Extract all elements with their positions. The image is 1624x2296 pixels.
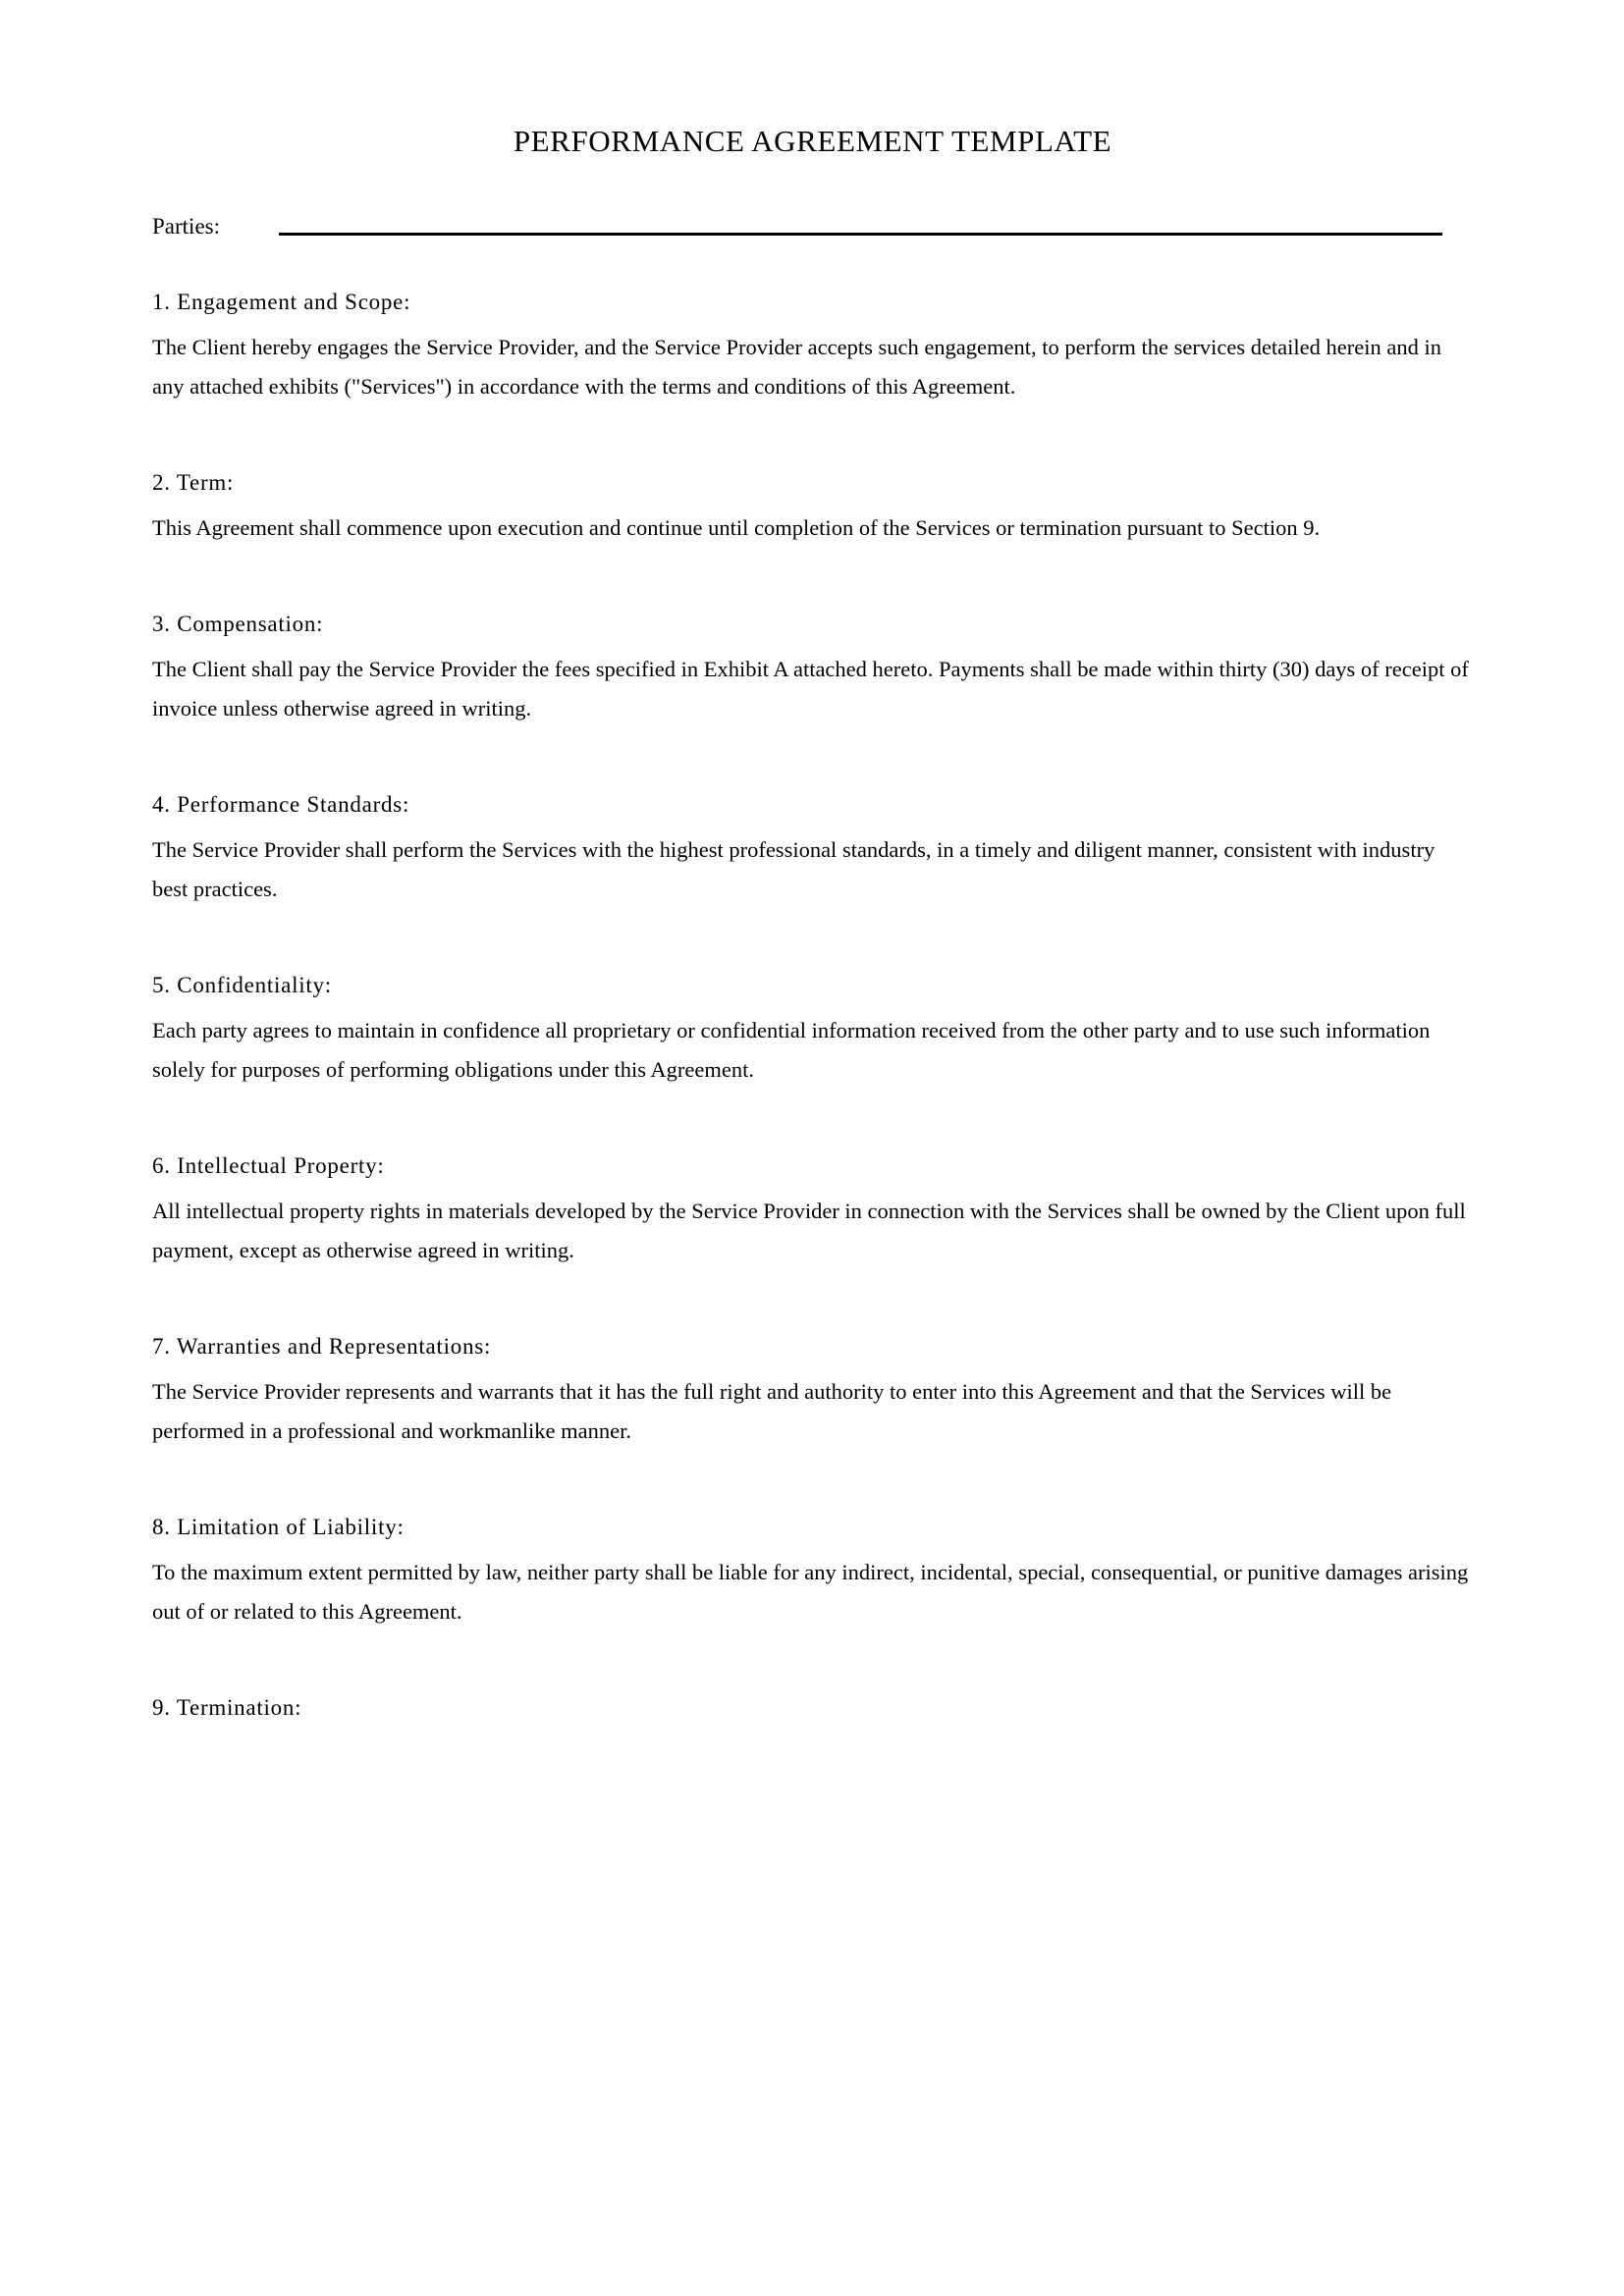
parties-row: [152, 210, 1473, 243]
section-heading: 3. Compensation:: [152, 612, 324, 636]
parties-label: Parties:: [152, 214, 220, 239]
section-heading: 6. Intellectual Property:: [152, 1153, 385, 1178]
page-title: PERFORMANCE AGREEMENT TEMPLATE: [513, 124, 1112, 158]
section-body: This Agreement shall commence upon execution and continue until completion of the Services or termination pursuant to Section 9.: [152, 515, 1321, 540]
document-section: [152, 287, 1473, 406]
section-heading: 7. Warranties and Representations:: [152, 1334, 492, 1359]
section-heading: 4. Performance Standards:: [152, 792, 410, 817]
document-section: [152, 1692, 1473, 1724]
section-body: To the maximum extent permitted by law, neither party shall be liable for any indirect, incidental, special, consequential, or punitive damages arising out of or related to this Agreement.: [152, 1560, 1469, 1624]
parties-fill-in-rule[interactable]: [279, 233, 1442, 236]
section-body: The Service Provider shall perform the Services with the highest professional standards, in a timely and diligent manner, consistent with industry best practices.: [152, 837, 1435, 901]
section-heading: 1. Engagement and Scope:: [152, 290, 411, 314]
document-content: [152, 0, 1473, 1734]
document-section: [152, 789, 1473, 909]
section-body: The Service Provider represents and warrants that it has the full right and authority to enter into this Agreement and that the Services will be performed in a professional and workmanlike manner.: [152, 1379, 1392, 1443]
document-section: [152, 1331, 1473, 1451]
document-section: [152, 1512, 1473, 1631]
document-section: [152, 1150, 1473, 1270]
section-body: Each party agrees to maintain in confidence all proprietary or confidential information received from the other party and to use such information solely for purposes of performing obligations under this Agreement.: [152, 1018, 1431, 1082]
section-heading: 2. Term:: [152, 470, 235, 495]
section-heading: 8. Limitation of Liability:: [152, 1515, 405, 1539]
document-section: [152, 467, 1473, 548]
section-body: All intellectual property rights in materials developed by the Service Provider in connection with the Services shall be owned by the Client upon full payment, except as otherwise agreed in writing.: [152, 1199, 1466, 1262]
section-body: The Client shall pay the Service Provider the fees specified in Exhibit A attached hereto. Payments shall be made within thirty (30) days of receipt of invoice unless otherwise agreed in writing.: [152, 657, 1469, 721]
document-section: [152, 970, 1473, 1090]
section-heading: 5. Confidentiality:: [152, 973, 332, 997]
sections-list: [152, 287, 1473, 1724]
section-body: The Client hereby engages the Service Provider, and the Service Provider accepts such engagement, to perform the services detailed herein and in any attached exhibits ("Services") in accordance with the terms and conditions of this Agreement.: [152, 335, 1441, 399]
section-heading: 9. Termination:: [152, 1695, 302, 1720]
document-section: [152, 609, 1473, 728]
